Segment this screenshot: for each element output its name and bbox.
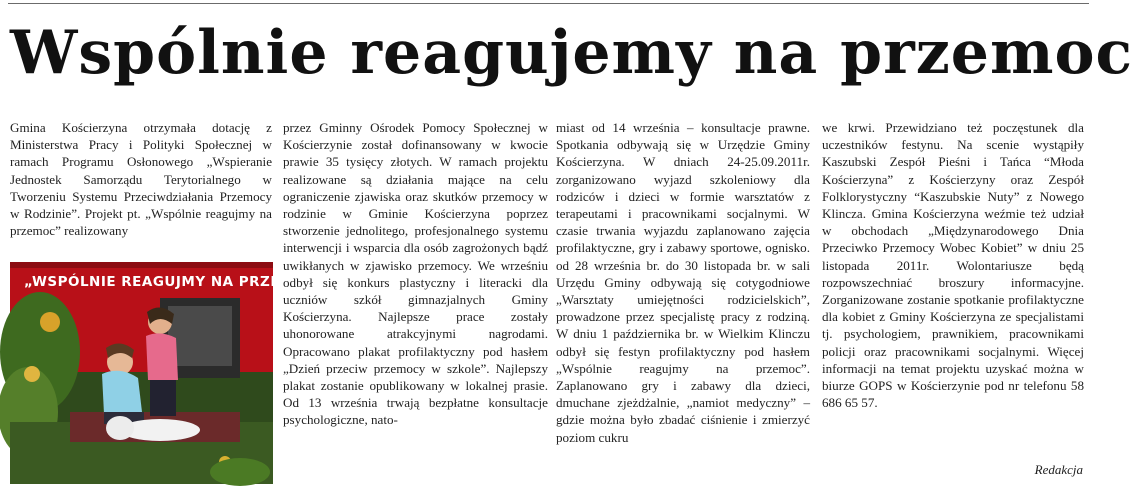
article-column-3 — [556, 119, 810, 471]
article-column-1 — [10, 119, 272, 254]
top-rule — [8, 3, 1089, 4]
article-headline: Wspólnie reagujemy na przemoc — [10, 18, 1133, 88]
festival-photo — [10, 262, 306, 484]
banner-text: „WSPÓLNIE REAGUJMY NA PRZEMO — [24, 274, 306, 290]
column-2-text: przez Gminny Ośrodek Pomocy Społecznej w Kościerzynie został dofinansowany w kwocie prawie 35 tysięcy złotych. W ramach projektu realizowane są działania mające na celu ograniczenie zjawiska oraz skutków przemocy w rodzinie w Gminie Kościerzyna poprzez stworzenie jednolitego, profesjonalnego systemu interwencji i wsparcia dla osób zagrożonych bądź uwikłanych w zjawisko przemocy. We wrześniu odbył się konkurs plastyczny i literacki dla uczniów szkół gimnazjalnych Gminy Kościerzyna. Najlepsze prace zostały uhonorowane atrakcyjnymi nagrodami. Opracowano plakat profilaktyczny pod hasłem „Dzień przeciw przemocy w szkole”. Najlepszy plakat zostanie opublikowany w lokalnej prasie. Od 13 września trwają bezpłatne konsultacje psychologiczne, nato- — [283, 120, 548, 428]
article-column-4 — [822, 119, 1084, 441]
column-3-text: miast od 14 września – konsultacje prawne. Spotkania odbywają się w Urzędzie Gminy Kościerzyna. W dniach 24-25.09.2011r. zorganizowano wyjazd szkoleniowy dla rodziców i dzieci w formie warsztatów z terapeutami i pracownikami socjalnymi. W czasie trwania wyjazdu zaplanowano zajęcia profilaktyczne, gry i zabawy sportowe, ognisko. od 28 września br. do 30 listopada br. w sali Urzędu Gminy odbywają się cotygodniowe „Warsztaty umiejętności rodzicielskich”, prowadzone przez specjalistę pracy z rodziną. W dniu 1 października br. w Wielkim Klinczu odbył się festyn profilaktyczny pod hasłem „Wspólnie reagujmy na przemoc”. Zaplanowano gry i zabawy dla dzieci, dmuchane zjeżdżalnie, „namiot medyczny” – gdzie można było zbadać ciśnienie i zmierzyć poziom cukru — [556, 120, 810, 445]
column-4-text: we krwi. Przewidziano też poczęstunek dla uczestników festynu. Na scenie wystąpiły Kaszubski Zespół Pieśni i Tańca “Młoda Kościerzyna” z Kościerzyny oraz Zespół Folklorystyczny “Kaszubskie Nuty” z Nowego Klincza. Gmina Kościerzyna weźmie też udział w obchodach „Międzynarodowego Dnia Przeciwko Przemocy Wobec Kobiet” w dniu 25 listopada 2011r. Wolontariusze będą rozpowszechniać broszury informacyjne. Zorganizowane zostanie spotkanie profilaktyczne dla kobiet z Gminy Kościerzyna ze specjalistami tj. psychologiem, prawnikiem, pracownikami policji oraz pracownikami socjalnymi. Więcej informacji na temat projektu uzyskać można w biurze GOPS w Kościerzynie pod nr telefonu 58 686 65 57. — [822, 120, 1084, 411]
festival-photo-graphic — [10, 262, 306, 484]
column-1-text: Gmina Kościerzyna otrzymała dotację z Ministerstwa Pracy i Polityki Społecznej w ramach Programu Osłonowego „Wspieranie Jednostek Samorządu Terytorialnego w Tworzeniu Systemu Przeciwdziałania Przemocy w Rodzinie”. Projekt pt. „Wspólnie reagujmy na przemoc” realizowany — [10, 120, 272, 239]
article-signature: Redakcja — [1034, 462, 1083, 477]
article-column-2 — [283, 119, 548, 471]
